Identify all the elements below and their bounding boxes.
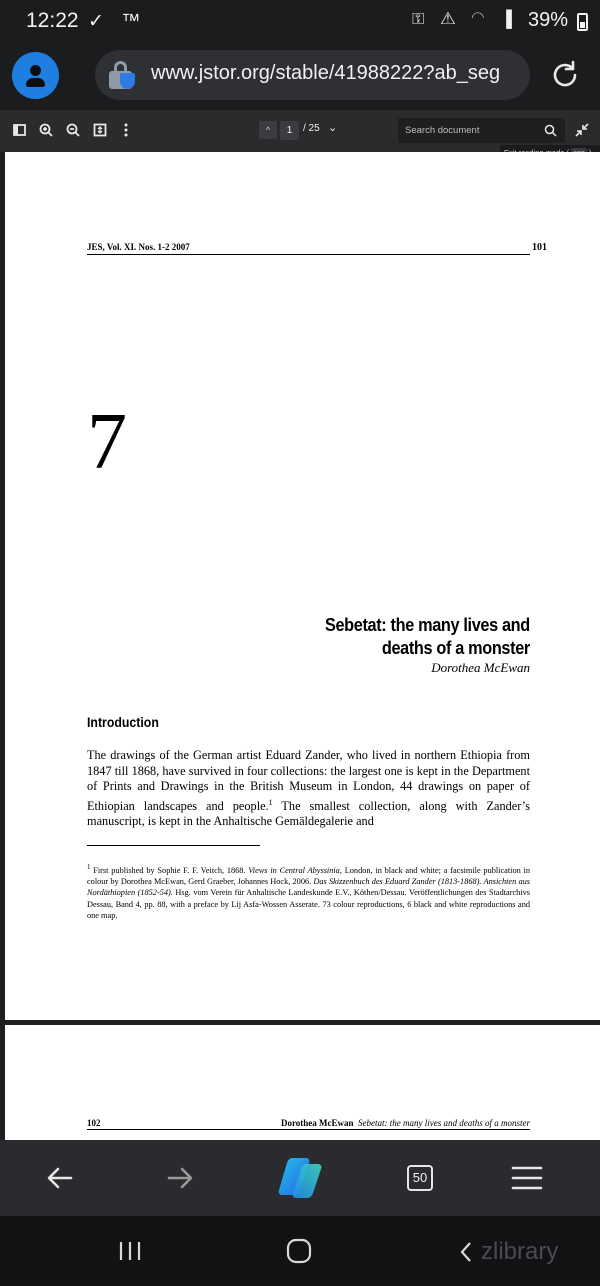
footnote-marker: 1 xyxy=(87,864,91,871)
footnote-text-a: First published by Sophie F. F. Veitch, 1868. xyxy=(90,865,249,875)
article-author: Dorothea McEwan xyxy=(431,660,530,675)
browser-bottom-bar xyxy=(0,1140,600,1216)
fit-page-icon[interactable] xyxy=(92,122,108,138)
pdf-page-101 xyxy=(5,152,600,1020)
title-line-2: deaths of a monster xyxy=(381,637,530,658)
watermark-text: zlibrary xyxy=(481,1238,559,1265)
battery-icon xyxy=(577,13,588,31)
journal-citation: JES, Vol. XI. Nos. 1-2 2007 xyxy=(87,242,190,252)
status-bar xyxy=(0,0,600,44)
footnote-text-b: , London, in black and white; a facsimile publication in colour by Dorothea McEwan, Gerd Graeber, Johannes Hock, 2006. xyxy=(87,865,531,887)
page-number-input[interactable]: 1 xyxy=(280,121,299,140)
sidebar-toggle-icon[interactable] xyxy=(12,122,28,138)
running-author: Dorothea McEwan xyxy=(280,1118,354,1128)
tabs-count-button[interactable]: 50 xyxy=(407,1165,433,1191)
body-text-part2: The smallest collection, along with Zander’s manuscript, is kept in the Anhaltische Gemäldegalerie and xyxy=(87,798,530,829)
document-viewport[interactable] xyxy=(0,152,600,1140)
system-navigation-bar xyxy=(0,1216,600,1286)
copilot-icon[interactable] xyxy=(276,1156,324,1200)
footnote-italic-2: Das Skizzenbuch des Eduard Zander (1813-1868). Ansichten aus Nordäthiopien (1852-54). xyxy=(87,877,530,898)
running-head-page-2 xyxy=(87,1118,530,1130)
footnote-italic-1: Views in Central Abyssinia xyxy=(248,865,340,875)
url-field[interactable] xyxy=(95,50,530,100)
running-title-text: Sebetat: the many lives and deaths of a monster xyxy=(358,1118,530,1128)
body-text-part1: The drawings of the German artist Eduard Zander, who lived in northern Ethiopia from 1847 till 1868, have survived in four collections: the largest one is kept in the Department of Prints and Drawings in the British Museum in London, 44 drawings on paper of Ethiopian landscapes and people. xyxy=(87,748,530,813)
recent-apps-icon[interactable] xyxy=(117,1240,143,1262)
home-icon[interactable] xyxy=(285,1238,313,1264)
url-text[interactable]: www.jstor.org/stable/41988222?ab_seg xyxy=(151,62,501,84)
battery-percentage: 39% xyxy=(527,9,568,31)
site-security-icon[interactable] xyxy=(109,61,136,89)
zoom-out-icon[interactable] xyxy=(65,122,81,138)
system-back-icon[interactable] xyxy=(458,1241,474,1263)
zoom-in-icon[interactable] xyxy=(38,122,54,138)
notification-icons: ✓ ™ xyxy=(88,11,147,32)
status-time: 12:22 xyxy=(26,9,79,32)
title-line-1: Sebetat: the many lives and xyxy=(325,614,530,635)
exit-reading-mode-icon[interactable] xyxy=(574,122,590,138)
browser-address-bar xyxy=(0,44,600,110)
running-head xyxy=(87,242,547,255)
back-arrow-icon[interactable] xyxy=(40,1158,80,1198)
next-page-button[interactable]: ⌄ xyxy=(328,122,338,134)
forward-arrow-icon[interactable] xyxy=(160,1158,200,1198)
page-number-2: 102 xyxy=(87,1118,101,1128)
search-document-field[interactable] xyxy=(398,118,565,143)
profile-avatar[interactable] xyxy=(12,52,59,99)
previous-page-button[interactable]: ^ xyxy=(259,121,277,139)
running-title xyxy=(281,1118,530,1128)
footnote-divider xyxy=(87,845,260,846)
section-heading: Introduction xyxy=(87,714,159,730)
chapter-number: 7 xyxy=(87,398,127,486)
page-total: / 25 xyxy=(303,123,320,134)
menu-icon[interactable] xyxy=(507,1158,547,1198)
more-options-icon[interactable] xyxy=(118,122,134,138)
footnote-reference[interactable]: 1 xyxy=(268,797,273,807)
footnote xyxy=(87,862,530,921)
person-icon xyxy=(30,65,41,76)
system-status-icons: ⚿ ⚠ ◠ ▐ xyxy=(412,11,518,28)
search-document-input[interactable] xyxy=(398,118,538,143)
reload-icon[interactable] xyxy=(548,58,582,92)
page-number: 101 xyxy=(532,242,547,253)
search-icon[interactable] xyxy=(544,124,557,137)
person-icon-body xyxy=(26,78,45,87)
pdf-page-102 xyxy=(5,1025,600,1140)
footnote-text-c: Hsg. vom Verein für Anhaltische Landeskunde E.V., Köthen/Dessau. Veröffentlichungen des Stadtarchivs Dessau, Band 4, pp. 88, with a preface by Lij Asfa-Wossen Asserate. 73 colour reproductions, 6 black and white reproductions and one map. xyxy=(87,888,530,920)
article-title xyxy=(325,613,530,659)
body-paragraph xyxy=(87,748,530,830)
